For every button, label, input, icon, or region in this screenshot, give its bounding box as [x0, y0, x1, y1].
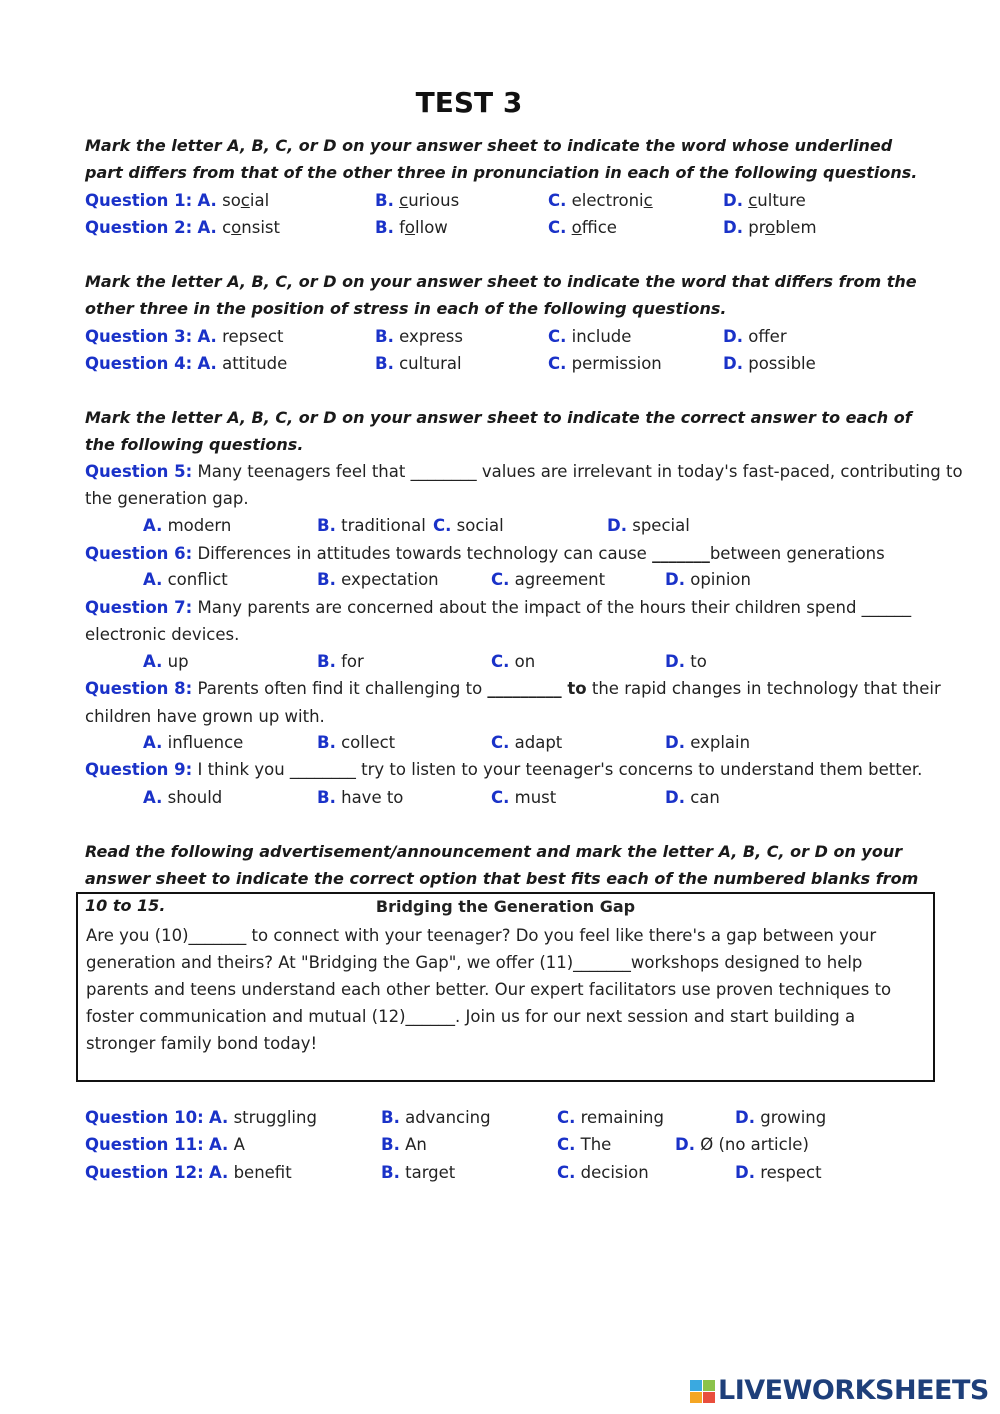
option-b[interactable]: cultural — [399, 354, 462, 373]
question-3: Question 3: A. repsect B. express C. include D. offer — [85, 327, 787, 346]
option-d[interactable]: Ø (no article) — [700, 1135, 809, 1154]
option-b[interactable]: An — [405, 1135, 427, 1154]
option-d[interactable]: growing — [760, 1108, 827, 1127]
question-1: Question 1: A. social B. curious C. electronic D. culture — [85, 191, 806, 210]
question-label: Question 2: — [85, 218, 193, 237]
question-label: Question 1: — [85, 191, 193, 210]
option-c[interactable]: electronic — [571, 191, 653, 210]
option-c[interactable]: must — [514, 788, 557, 807]
option-d[interactable]: opinion — [690, 570, 751, 589]
option-d[interactable]: possible — [748, 354, 816, 373]
question-6-options: A. conflict B. expectation C. agreement D. opinion — [143, 570, 751, 589]
option-c[interactable]: agreement — [514, 570, 606, 589]
question-label: Question 10: — [85, 1108, 204, 1127]
question-label: Question 8: — [85, 679, 193, 698]
option-a[interactable]: struggling — [233, 1108, 317, 1127]
option-a[interactable]: conflict — [167, 570, 228, 589]
question-5-stem: Question 5: Many teenagers feel that ________ values are irrelevant in today's fast-paced, contributing to — [85, 462, 963, 481]
passage-title: Bridging the Generation Gap — [375, 897, 636, 916]
question-label: Question 7: — [85, 598, 193, 617]
option-b[interactable]: express — [399, 327, 463, 346]
question-6-stem: Question 6: Differences in attitudes towards technology can cause _______between generations — [85, 544, 885, 563]
instruction-correct-answer: Mark the letter A, B, C, or D on your answer sheet to indicate the correct answer to each of the following questions. — [85, 408, 912, 454]
option-b[interactable]: collect — [341, 733, 396, 752]
option-b[interactable]: target — [405, 1163, 456, 1182]
question-label: Question 9: — [85, 760, 193, 779]
question-4: Question 4: A. attitude B. cultural C. permission D. possible — [85, 354, 816, 373]
option-b[interactable]: expectation — [341, 570, 439, 589]
option-b[interactable]: curious — [399, 191, 460, 210]
question-11: Question 11: A. A B. An C. The D. Ø (no article) — [85, 1135, 809, 1154]
question-9-options: A. should B. have to C. must D. can — [143, 788, 720, 807]
option-c[interactable]: permission — [571, 354, 662, 373]
option-a[interactable]: should — [167, 788, 223, 807]
option-c[interactable]: remaining — [580, 1108, 664, 1127]
option-a[interactable]: up — [167, 652, 189, 671]
question-label: Question 12: — [85, 1163, 204, 1182]
option-a[interactable]: consist — [222, 218, 280, 237]
question-8-options: A. influence B. collect C. adapt D. explain — [143, 733, 751, 752]
question-8-stem: Question 8: Parents often find it challenging to _________ to the rapid changes in technology that their — [85, 679, 941, 698]
question-7-stem-cont: electronic devices. — [85, 625, 240, 644]
option-a[interactable]: social — [222, 191, 270, 210]
question-10: Question 10: A. struggling B. advancing C. remaining D. growing — [85, 1108, 827, 1127]
question-label: Question 11: — [85, 1135, 204, 1154]
option-a[interactable]: attitude — [222, 354, 288, 373]
question-label: Question 4: — [85, 354, 193, 373]
option-b[interactable]: have to — [341, 788, 404, 807]
passage-box — [76, 892, 935, 1082]
option-a[interactable]: benefit — [233, 1163, 292, 1182]
option-b[interactable]: advancing — [405, 1108, 491, 1127]
option-d[interactable]: respect — [760, 1163, 822, 1182]
option-b[interactable]: for — [341, 652, 364, 671]
instruction-stress: Mark the letter A, B, C, or D on your answer sheet to indicate the word that differs from the other three in the position of stress in each of the following questions. — [85, 272, 917, 318]
option-a[interactable]: A — [233, 1135, 245, 1154]
option-c[interactable]: decision — [580, 1163, 649, 1182]
option-c[interactable]: include — [571, 327, 632, 346]
option-d[interactable]: culture — [748, 191, 806, 210]
question-label: Question 6: — [85, 544, 193, 563]
option-c[interactable]: on — [514, 652, 536, 671]
option-d[interactable]: explain — [690, 733, 751, 752]
option-c[interactable]: social — [456, 516, 504, 535]
liveworksheets-logo-icon — [690, 1380, 716, 1404]
option-d[interactable]: offer — [748, 327, 787, 346]
logo-text: LIVEWORKSHEETS — [718, 1375, 989, 1406]
question-5-stem-cont: the generation gap. — [85, 489, 249, 508]
question-12: Question 12: A. benefit B. target C. decision D. respect — [85, 1163, 822, 1182]
passage-text: Are you (10)_______ to connect with your teenager? Do you feel like there's a gap between your generation and theirs? At "Bridging the Gap", we offer (11)_______workshops designed to help parents and teens understand each other better. Our expert facilitators use proven techniques to foster communication and mutual (12)______. Join us for our next session and start building a stronger family bond today! — [86, 926, 892, 1053]
option-d[interactable]: can — [690, 788, 720, 807]
question-label: Question 5: — [85, 462, 193, 481]
option-c[interactable]: The — [580, 1135, 612, 1154]
option-a[interactable]: influence — [167, 733, 244, 752]
option-a[interactable]: repsect — [222, 327, 284, 346]
question-5-options: A. modern B. traditional C. social D. special — [143, 516, 690, 535]
option-d[interactable]: problem — [748, 218, 817, 237]
option-b[interactable]: traditional — [341, 516, 426, 535]
instruction-reading: Read the following advertisement/announcement and mark the letter A, B, C, or D on your answer sheet to indicate the correct option that best fits each of the numbered blanks from 10 to 15. — [85, 842, 919, 915]
option-d[interactable]: to — [690, 652, 707, 671]
question-label: Question 3: — [85, 327, 193, 346]
option-c[interactable]: office — [571, 218, 617, 237]
option-b[interactable]: follow — [399, 218, 448, 237]
option-a[interactable]: modern — [167, 516, 232, 535]
instruction-pronunciation: Mark the letter A, B, C, or D on your answer sheet to indicate the word whose underlined part differs from that of the other three in pronunciation in each of the following questions. — [85, 136, 918, 182]
question-8-stem-cont: children have grown up with. — [85, 707, 325, 726]
option-c[interactable]: adapt — [514, 733, 563, 752]
question-7-stem: Question 7: Many parents are concerned about the impact of the hours their children spend ______ — [85, 598, 912, 617]
page-title: TEST 3 — [415, 86, 523, 119]
question-2: Question 2: A. consist B. follow C. office D. problem — [85, 218, 817, 237]
option-d[interactable]: special — [632, 516, 690, 535]
question-9-stem: Question 9: I think you ________ try to listen to your teenager's concerns to understand them better. — [85, 760, 923, 779]
question-7-options: A. up B. for C. on D. to — [143, 652, 707, 671]
